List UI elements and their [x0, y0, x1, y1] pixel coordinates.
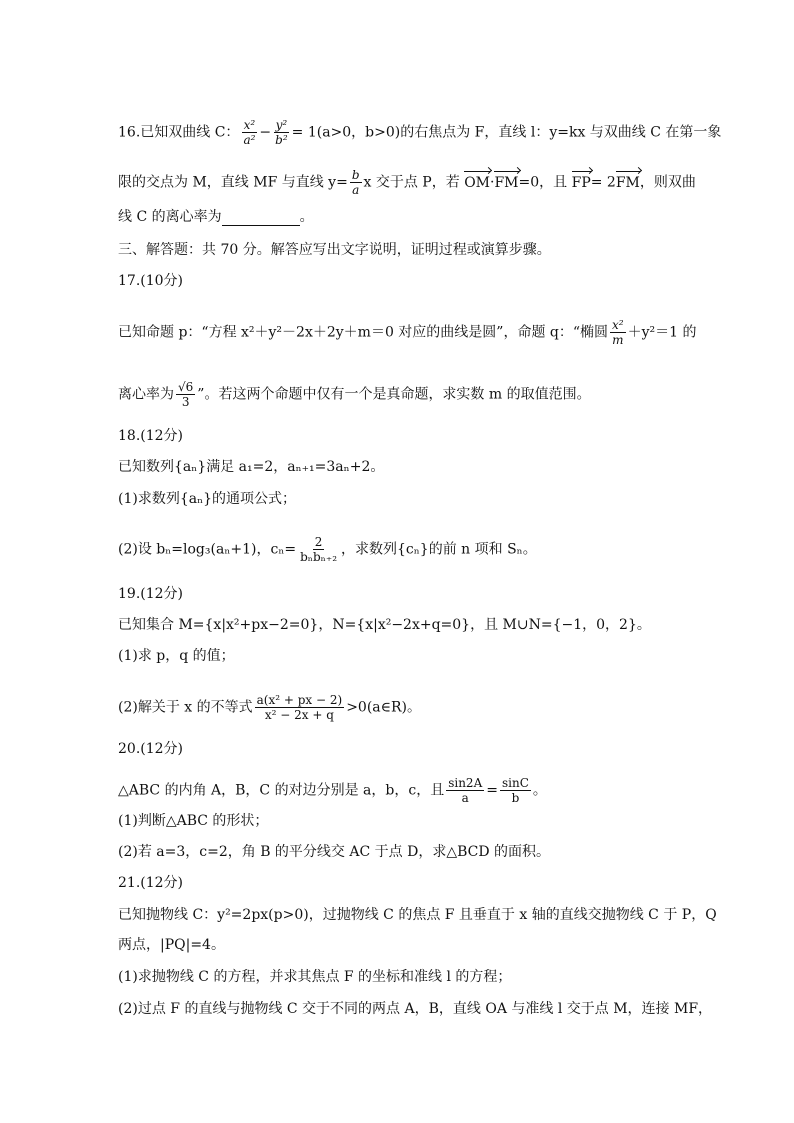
q17-line-1 — [118, 318, 697, 347]
q19-frac-denominator: x² − 2x + q — [264, 708, 334, 722]
q16-line-1 — [118, 118, 721, 147]
q19-text-3a: (2)解关于 x 的不等式 — [118, 699, 253, 716]
q16-line-3 — [118, 208, 314, 226]
q16-text-2a: 限的交点为 M，直线 MF 与直线 y= — [118, 174, 348, 191]
q18-line-2: (1)求数列{aₙ}的通项公式； — [118, 491, 297, 507]
q16-line-2 — [118, 168, 696, 197]
q16-vector-fm: FM — [494, 174, 519, 191]
q18-heading: 18.(12分) — [118, 428, 184, 444]
q20-frac1-numerator: sin2A — [448, 776, 483, 790]
q16-frac2-numerator: y² — [275, 118, 288, 132]
q16-frac1-numerator: x² — [243, 118, 256, 132]
q17-text-1a: 已知命题 p：“方程 x²＋y²－2x＋2y＋m＝0 对应的曲线是圆”，命题 q：“椭圆 — [118, 324, 609, 341]
q20-frac2-denominator: b — [511, 791, 520, 805]
q17-heading: 17.(10分) — [118, 273, 184, 289]
q19-text-3b: >0(a∈R)。 — [346, 699, 421, 716]
q21-line-1: 已知抛物线 C：y²=2px(p>0)，过抛物线 C 的焦点 F 且垂直于 x 轴的直线交抛物线 C 于 P，Q — [118, 907, 717, 923]
q16-text-3b: 。 — [299, 209, 314, 225]
q19-frac-numerator: a(x² + px − 2) — [256, 693, 343, 707]
q18-fraction-cn — [298, 535, 339, 564]
q16-frac3-denominator: a — [352, 183, 360, 197]
q16-minus: − — [259, 124, 272, 141]
q16-fraction-x2-a2 — [241, 118, 257, 147]
q21-heading: 21.(12分) — [118, 875, 184, 891]
q20-line-1 — [118, 776, 547, 805]
q16-vector-om: OM — [464, 174, 490, 191]
q18-frac-numerator: 2 — [314, 535, 323, 549]
q20-frac2-numerator: sinC — [501, 776, 529, 790]
q20-line-2: (1)判断△ABC 的形状； — [118, 813, 269, 829]
q16-text-3a: 线 C 的离心率为 — [118, 209, 222, 225]
q20-text-1b: 。 — [532, 782, 547, 799]
section-3-heading: 三、解答题：共 70 分。解答应写出文字说明，证明过程或演算步骤。 — [118, 242, 551, 258]
q16-text-2e: ，则双曲 — [639, 174, 696, 191]
q20-frac1-denominator: a — [461, 791, 469, 805]
q16-dot: · — [490, 174, 495, 191]
answer-blank — [222, 211, 300, 226]
q18-text-3b: ，求数列{cₙ}的前 n 项和 Sₙ。 — [341, 541, 537, 558]
q17-frac1-denominator: m — [612, 333, 624, 347]
q17-frac1-numerator: x² — [612, 318, 624, 332]
q19-line-2: (1)求 p，q 的值； — [118, 648, 235, 664]
q16-vector-fp: FP — [571, 174, 591, 191]
q18-line-3 — [118, 535, 537, 564]
q18-text-3a: (2)设 bₙ=log₃(aₙ+1)，cₙ= — [118, 541, 297, 558]
q16-text-1b: = 1(a>0，b>0)的右焦点为 F，直线 l：y=kx 与双曲线 C 在第一象 — [291, 124, 722, 141]
q20-fraction-sin2a-a — [446, 776, 484, 805]
q17-fraction-sqrt6-3 — [176, 380, 195, 409]
q20-heading: 20.(12分) — [118, 741, 184, 757]
q19-fraction-inequality — [255, 693, 345, 722]
q17-frac2-numerator: √6 — [178, 380, 194, 394]
q17-fraction-x2-m — [610, 318, 626, 347]
q20-text-1a: △ABC 的内角 A，B，C 的对边分别是 a，b，c，且 — [118, 782, 445, 799]
q17-line-2 — [118, 380, 591, 409]
q18-line-1: 已知数列{aₙ}满足 a₁=2，aₙ₊₁=3aₙ+2。 — [118, 459, 385, 475]
q16-text-2d: = 2 — [590, 174, 616, 191]
q16-frac3-numerator: b — [351, 168, 360, 182]
q16-text-1a: 16.已知双曲线 C： — [118, 124, 240, 141]
q19-heading: 19.(12分) — [118, 586, 184, 602]
q16-text-2c: =0，且 — [518, 174, 572, 191]
q16-frac2-denominator: b² — [275, 133, 288, 147]
q21-line-2: 两点，|PQ|=4。 — [118, 937, 225, 953]
q17-text-1b: ＋y²＝1 的 — [627, 324, 697, 341]
q16-vector-fm-2: FM — [615, 174, 640, 191]
q21-line-3: (1)求抛物线 C 的方程，并求其焦点 F 的坐标和准线 l 的方程； — [118, 969, 512, 985]
q17-frac2-denominator: 3 — [181, 395, 190, 409]
q20-line-3: (2)若 a=3，c=2，角 B 的平分线交 AC 于点 D，求△BCD 的面积。 — [118, 844, 551, 860]
q21-line-4: (2)过点 F 的直线与抛物线 C 交于不同的两点 A，B，直线 OA 与准线 l 交于点 M，连接 MF， — [118, 1001, 713, 1017]
q19-line-3 — [118, 693, 421, 722]
q17-text-2a: 离心率为 — [118, 386, 174, 403]
q16-fraction-y2-b2 — [273, 118, 290, 147]
q17-text-2b: ”。若这两个命题中仅有一个是真命题，求实数 m 的取值范围。 — [197, 386, 591, 403]
q20-equals: = — [486, 782, 498, 799]
q18-frac-denominator: bₙbₙ₊₂ — [300, 550, 337, 564]
q19-line-1: 已知集合 M={x|x²+px−2=0}，N={x|x²−2x+q=0}，且 M∪N={−1，0，2}。 — [118, 617, 651, 633]
q20-fraction-sinc-b — [500, 776, 531, 805]
q16-text-2b: x 交于点 P，若 — [363, 174, 465, 191]
q16-frac1-denominator: a² — [243, 133, 256, 147]
q16-fraction-b-a — [350, 168, 362, 197]
